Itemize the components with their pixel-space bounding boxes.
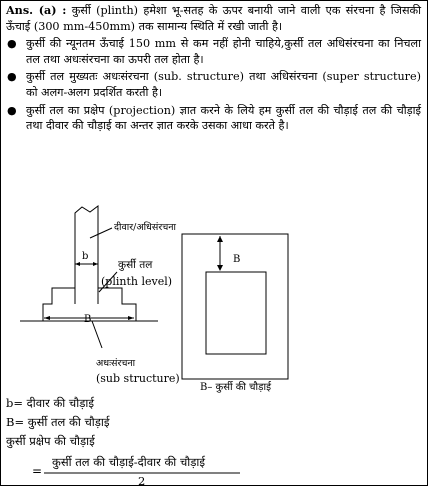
formula-denominator: 2 bbox=[138, 474, 146, 488]
bullet-icon: ● bbox=[7, 70, 17, 84]
definition-B: B= कुर्सी तल की चौड़ाई bbox=[6, 415, 110, 429]
bullet-text: कुर्सी तल मुख्यतः अधःसंरचना (sub. structure) तथा अधिसंरचना (super structure) को अलग-अलग प्रदर्शित करती है। bbox=[26, 70, 421, 99]
bullet-icon: ● bbox=[7, 37, 17, 51]
plinth-label-hindi: कुर्सी तल bbox=[118, 259, 153, 271]
B-label-left: B bbox=[84, 314, 92, 325]
bullet-text: कुर्सी की न्यूनतम ऊँचाई 150 mm से कम नहीं होनी चाहिये,कुर्सी तल अधिसंरचना का निचला तल तथा अधःसंरचना का ऊपरी तल होता है। bbox=[26, 37, 421, 66]
plan-caption: B– कुर्सी की चौड़ाई bbox=[200, 382, 271, 393]
bullet-icon: ● bbox=[7, 103, 17, 117]
plinth-label-english: (plinth level) bbox=[101, 275, 173, 288]
definition-projection: कुर्सी प्रक्षेप की चौड़ाई bbox=[6, 434, 95, 448]
equals-sign: = bbox=[32, 464, 43, 478]
sub-leader bbox=[92, 321, 102, 348]
formula-numerator: कुर्सी तल की चौड़ाई-दीवार की चौड़ाई bbox=[52, 455, 205, 469]
b-label: b bbox=[82, 251, 89, 262]
wall-label: दीवार/अधिसंरचना bbox=[114, 222, 176, 233]
definition-b: b= दीवार की चौड़ाई bbox=[6, 396, 94, 410]
sub-label-english: (sub structure) bbox=[96, 372, 180, 385]
B-label-right: B bbox=[233, 254, 241, 265]
intro-text: कुर्सी (plinth) हमेशा भू-सतह के ऊपर बनायी जाने वाली एक संरचना है जिसकी ऊँचाई (300 mm-450mm) तक सामान्य स्थिति में रखी जाती है। bbox=[6, 4, 421, 33]
wall-plan-outline bbox=[206, 272, 266, 354]
sub-label-hindi: अधःसंरचना bbox=[96, 358, 136, 369]
bullet-text: कुर्सी तल का प्रक्षेप (projection) ज्ञात करने के लिये हम कुर्सी तल की चौड़ाई तल की चौड़ाई तथा दीवार की चौड़ाई का अन्तर ज्ञात करके उसका आधा करते है। bbox=[26, 103, 421, 133]
answer-label: Ans. (a) : bbox=[6, 3, 67, 17]
wall-leader bbox=[90, 228, 112, 238]
definitions bbox=[6, 394, 110, 451]
